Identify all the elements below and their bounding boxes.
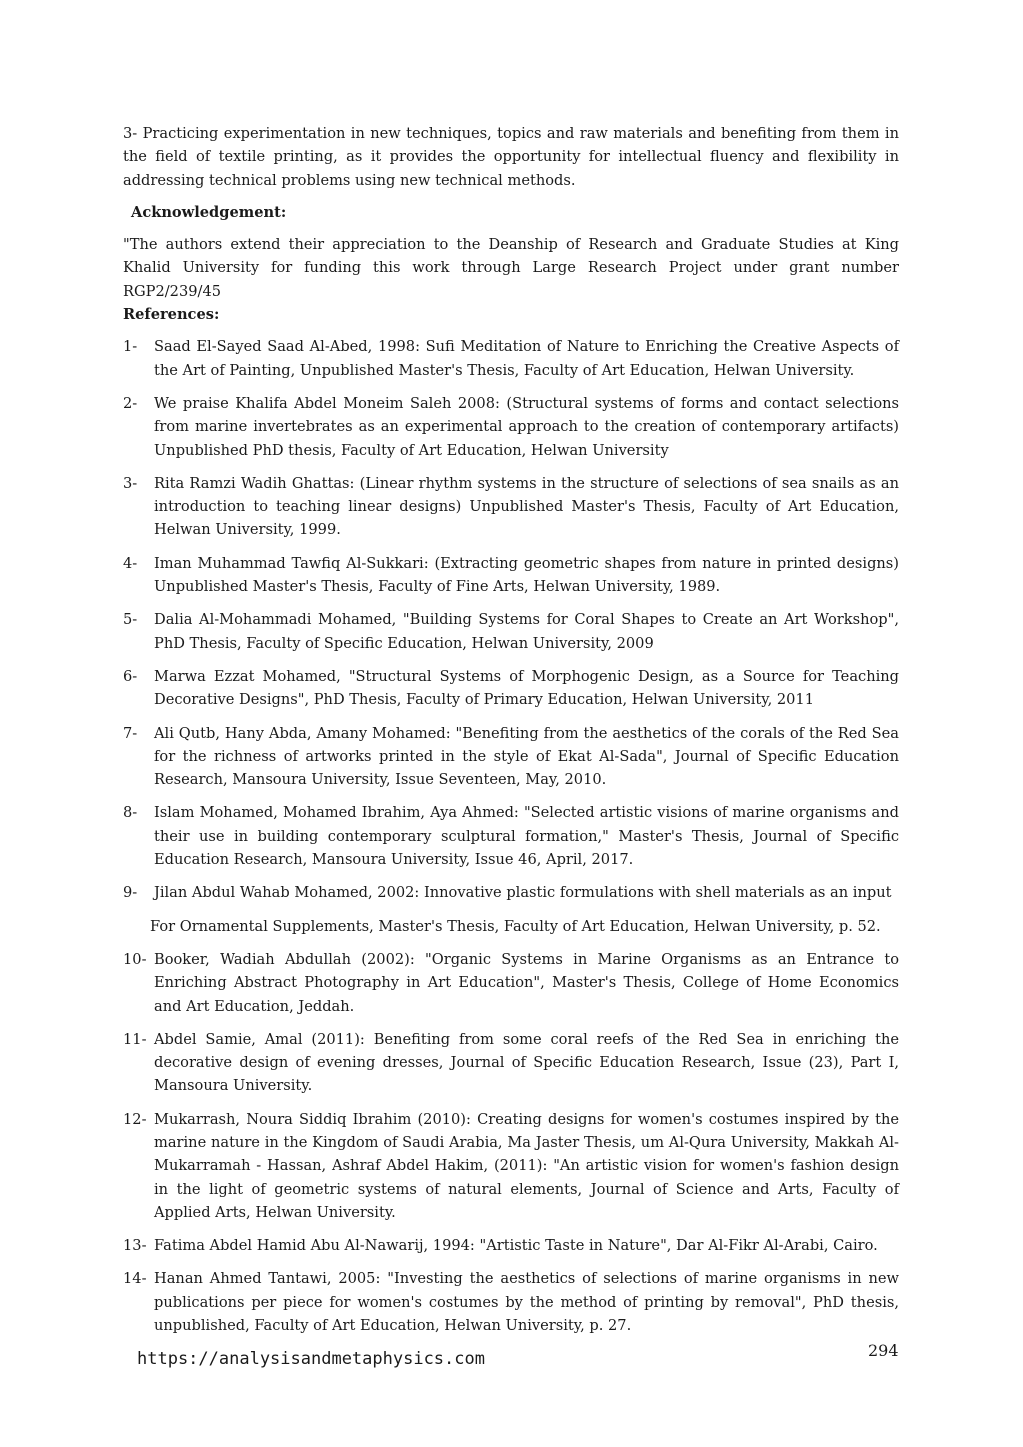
reference-number: 3-	[123, 474, 138, 492]
reference-text: Rita Ramzi Wadih Ghattas: (Linear rhythm systems in the structure of selections of sea snails as an introduction to teaching linear designs) Unpublished Master's Thesis, Faculty of Art Education, Helwan University, 1999.	[154, 474, 899, 539]
reference-text: Marwa Ezzat Mohamed, "Structural Systems of Morphogenic Design, as a Source for Teaching Decorative Designs", PhD Thesis, Faculty of Primary Education, Helwan University, 2011	[154, 667, 899, 709]
reference-number: 1-	[123, 338, 138, 356]
acknowledgement-text: "The authors extend their appreciation to the Deanship of Research and Graduate Studies at King Khalid University for funding this work through Large Research Project under grant number RGP2/239/45	[123, 236, 899, 300]
reference-item	[123, 552, 899, 599]
reference-text: Islam Mohamed, Mohamed Ibrahim, Aya Ahmed: "Selected artistic visions of marine organisms and their use in building contemporary sculptural formation," Master's Thesis, Journal of Specific Education Research, Mansoura University, Issue 46, April, 2017.	[154, 804, 899, 869]
reference-number: 10-	[123, 950, 147, 968]
reference-item	[123, 948, 899, 1018]
reference-text: Dalia Al-Mohammadi Mohamed, "Building Systems for Coral Shapes to Create an Art Workshop", PhD Thesis, Faculty of Specific Education, Helwan University, 2009	[154, 611, 899, 652]
reference-item	[123, 608, 899, 655]
reference-number: 6-	[123, 667, 138, 685]
reference-number: 9-	[123, 884, 138, 902]
reference-item	[123, 1108, 899, 1224]
reference-item	[123, 801, 899, 871]
reference-item	[123, 472, 899, 542]
page-number: 294	[868, 1341, 899, 1360]
reference-number: 11-	[123, 1030, 147, 1048]
reference-number: 14-	[123, 1270, 147, 1288]
reference-text: Mukarrash, Noura Siddiq Ibrahim (2010): Creating designs for women's costumes inspired by the marine nature in the Kingdom of Saudi Arabia, Ma Jaster Thesis, um Al-Qura University, Makkah Al-Mukarramah - Hassan, Ashraf Abdel Hakim, (2011): "An artistic vision for women's fashion design in the light of geometric systems of natural elements, Journal of Science and Arts, Faculty of Applied Arts, Helwan University.	[154, 1110, 899, 1221]
reference-text: Hanan Ahmed Tantawi, 2005: "Investing the aesthetics of selections of marine organisms in new publications per piece for women's costumes by the method of printing by removal", PhD thesis, unpublished, Faculty of Art Education, Helwan University, p. 27.	[154, 1270, 899, 1335]
reference-text: Fatima Abdel Hamid Abu Al-Nawarij, 1994: "Artistic Taste in Nature", Dar Al-Fikr Al-Arabi, Cairo.	[154, 1237, 878, 1255]
reference-item	[123, 665, 899, 712]
reference-item	[123, 1234, 899, 1257]
reference-text: Saad El-Sayed Saad Al-Abed, 1998: Sufi Meditation of Nature to Enriching the Creative Aspects of the Art of Painting, Unpublished Master's Thesis, Faculty of Art Education, Helwan University.	[154, 338, 899, 379]
reference-number: 2-	[123, 394, 138, 412]
reference-item	[123, 1028, 899, 1098]
reference-number: 13-	[123, 1237, 147, 1255]
page-body	[123, 122, 899, 1347]
reference-continuation: For Ornamental Supplements, Master's Thesis, Faculty of Art Education, Helwan University, p. 52.	[150, 917, 881, 935]
reference-item	[123, 392, 899, 462]
reference-number: 7-	[123, 724, 138, 742]
reference-item	[123, 335, 899, 382]
reference-text: Abdel Samie, Amal (2011): Benefiting from some coral reefs of the Red Sea in enriching the decorative design of evening dresses, Journal of Specific Education Research, Issue (23), Part I, Mansoura University.	[154, 1030, 899, 1095]
reference-item	[123, 881, 899, 904]
reference-number: 12-	[123, 1110, 147, 1128]
reference-item	[123, 1267, 899, 1337]
reference-item	[123, 722, 899, 792]
reference-text: Ali Qutb, Hany Abda, Amany Mohamed: "Benefiting from the aesthetics of the corals of the Red Sea for the richness of artworks printed in the style of Ekat Al-Sada", Journal of Specific Education Research, Mansoura University, Issue Seventeen, May, 2010.	[154, 724, 899, 789]
footer-url[interactable]: https://analysisandmetaphysics.com	[137, 1349, 485, 1369]
references-heading: References:	[123, 306, 220, 324]
reference-text: Booker, Wadiah Abdullah (2002): "Organic Systems in Marine Organisms as an Entrance to Enriching Abstract Photography in Art Education", Master's Thesis, College of Home Economics and Art Education, Jeddah.	[154, 950, 899, 1015]
intro-paragraph: 3- Practicing experimentation in new techniques, topics and raw materials and benefiting from them in the field of textile printing, as it provides the opportunity for intellectual fluency and flexibility in addressing technical problems using new technical methods.	[123, 125, 899, 189]
reference-text: Iman Muhammad Tawfiq Al-Sukkari: (Extracting geometric shapes from nature in printed designs) Unpublished Master's Thesis, Faculty of Fine Arts, Helwan University, 1989.	[154, 554, 899, 596]
reference-text: Jilan Abdul Wahab Mohamed, 2002: Innovative plastic formulations with shell materials as an input	[154, 884, 892, 902]
acknowledgement-heading: Acknowledgement:	[131, 203, 287, 221]
reference-number: 4-	[123, 554, 138, 572]
reference-number: 5-	[123, 611, 138, 629]
reference-text: We praise Khalifa Abdel Moneim Saleh 2008: (Structural systems of forms and contact selections from marine invertebrates as an experimental approach to the creation of contemporary artifacts) Unpublished PhD thesis, Faculty of Art Education, Helwan University	[154, 394, 899, 459]
reference-number: 8-	[123, 804, 138, 822]
